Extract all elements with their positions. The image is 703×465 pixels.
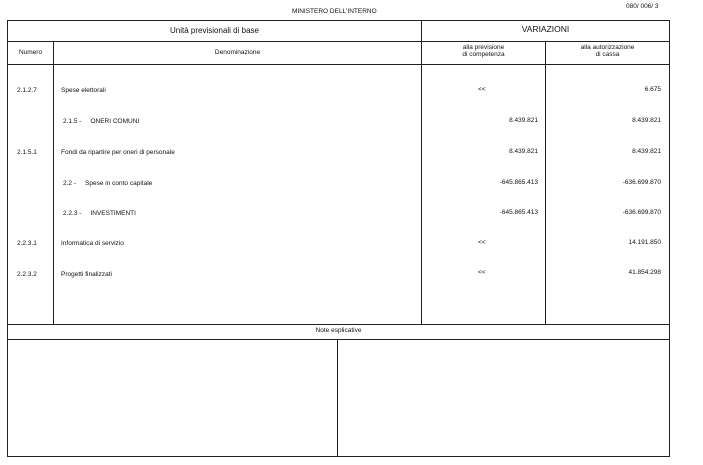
row-competenza: -645.865.413 (499, 179, 538, 186)
row-denominazione: Fondi da ripartire per oneri di personale (61, 149, 175, 156)
row-competenza: << (478, 86, 486, 93)
group-header-unita: Unità previsionali di base (170, 26, 259, 35)
row-numero: 2.1.5.1 (17, 149, 37, 156)
group-header-variazioni: VARIAZIONI (521, 24, 570, 34)
row-competenza: << (478, 239, 486, 246)
page-code: 080/ 006/ 3 (626, 3, 659, 10)
notes-right-box (338, 340, 669, 456)
row-numero: 2.2.3.2 (17, 271, 37, 278)
col-header-competenza-line1: alla previsione (462, 44, 505, 51)
notes-left-box (8, 340, 337, 456)
row-competenza: 8.439.821 (509, 117, 538, 124)
row-cassa: 8.439.821 (632, 117, 661, 124)
col-header-numero: Numero (18, 49, 43, 56)
col-header-cassa-line2: di cassa (595, 50, 620, 58)
col-header-competenza-line2: di competenza (462, 50, 505, 58)
row-cassa: 14.191.850 (628, 239, 661, 246)
col-header-competenza (422, 45, 545, 59)
notes-title: Note esplicative (315, 327, 362, 334)
row-competenza: -645.865.413 (499, 209, 538, 216)
col-header-denominazione: Denominazione (214, 49, 261, 56)
col-header-cassa (546, 45, 669, 59)
row-numero: 2.2.3.1 (17, 240, 37, 247)
ministry-title: MINISTERO DELL'INTERNO (292, 8, 377, 15)
row-competenza: 8.439.821 (509, 148, 538, 155)
row-cassa: -636.699.870 (622, 179, 661, 186)
row-cassa: 41.854.298 (628, 269, 661, 276)
row-denominazione: 2.1.5 - ONERI COMUNI (63, 118, 140, 125)
row-denominazione: 2.2.3 - INVESTIMENTI (63, 210, 136, 217)
row-denominazione: Progetti finalizzati (61, 271, 112, 278)
row-denominazione: Spese elettorali (61, 87, 106, 94)
row-competenza: << (478, 269, 486, 276)
row-cassa: 6.675 (644, 86, 661, 93)
row-cassa: 8.439.821 (632, 148, 661, 155)
row-numero: 2.1.2.7 (17, 87, 37, 94)
row-denominazione: Informatica di servizio (61, 240, 124, 247)
col-header-cassa-line1: alla autorizzazione (580, 44, 635, 51)
row-denominazione: 2.2 - Spese in conto capitale (63, 180, 153, 187)
row-cassa: -636.699.870 (622, 209, 661, 216)
